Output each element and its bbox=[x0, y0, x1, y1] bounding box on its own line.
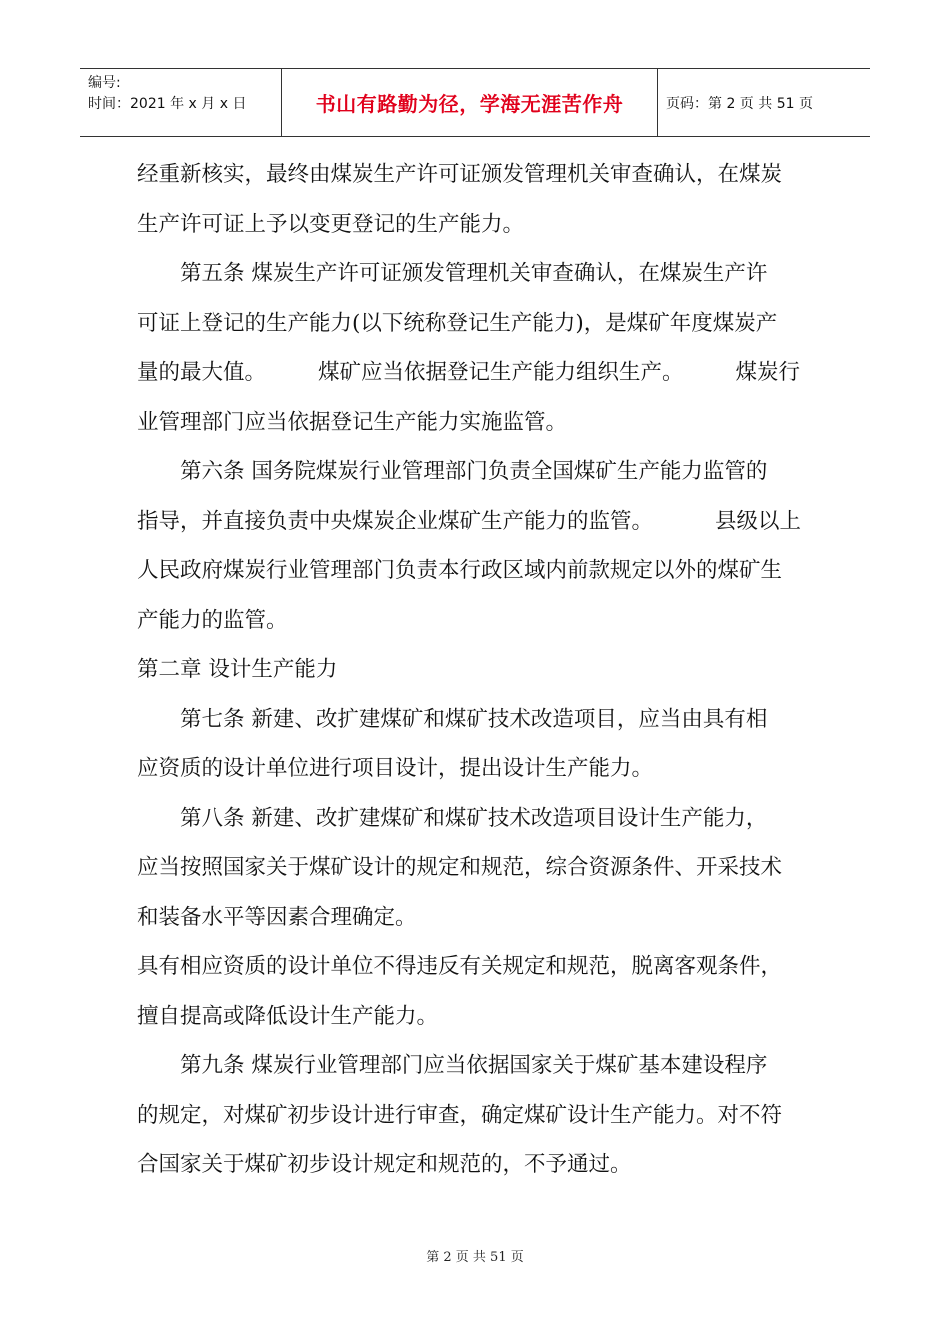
text-segment: 县级以上 bbox=[715, 508, 802, 534]
article-7-line: 第七条 新建、改扩建煤矿和煤矿技术改造项目，应当由具有相 bbox=[180, 706, 768, 732]
text-line: 经重新核实，最终由煤炭生产许可证颁发管理机关审查确认，在煤炭 bbox=[137, 162, 783, 187]
header-page-number: 页码：第 2 页 共 51 页 bbox=[666, 95, 813, 112]
document-time: 时间：2021 年 x 月 x 日 bbox=[88, 96, 247, 112]
article-8-line: 具有相应资质的设计单位不得违反有关规定和规范，脱离客观条件， bbox=[137, 954, 783, 979]
article-9-line: 合国家关于煤矿初步设计规定和规范的，不予通过。 bbox=[137, 1152, 632, 1177]
article-8-line: 擅自提高或降低设计生产能力。 bbox=[137, 1003, 439, 1029]
chapter-heading: 第二章 设计生产能力 bbox=[137, 657, 338, 682]
header-motto: 书山有路勤为径，学海无涯苦作舟 bbox=[282, 69, 658, 136]
page-footer: 第 2 页 共 51 页 bbox=[426, 1250, 524, 1265]
article-6-line: 人民政府煤炭行业管理部门负责本行政区域内前款规定以外的煤矿生 bbox=[137, 558, 783, 583]
document-number-label: 编号: bbox=[88, 75, 121, 91]
text-segment: 量的最大值。 bbox=[137, 360, 267, 385]
text-segment: 煤炭行 bbox=[735, 360, 801, 385]
header-meta bbox=[80, 69, 282, 136]
article-8-line: 应当按照国家关于煤矿设计的规定和规范，综合资源条件、开采技术 bbox=[137, 855, 783, 880]
page-header bbox=[80, 68, 870, 137]
article-6-line: 第六条 国务院煤炭行业管理部门负责全国煤矿生产能力监管的 bbox=[180, 459, 768, 484]
article-9-line: 第九条 煤炭行业管理部门应当依据国家关于煤矿基本建设程序 bbox=[180, 1053, 768, 1078]
text-segment: 指导，并直接负责中央煤炭企业煤矿生产能力的监管。 bbox=[137, 508, 654, 534]
article-5-line: 业管理部门应当依据登记生产能力实施监管。 bbox=[137, 409, 568, 435]
article-6-line: 产能力的监管。 bbox=[137, 607, 288, 633]
article-8-line: 第八条 新建、改扩建煤矿和煤矿技术改造项目设计生产能力， bbox=[180, 805, 768, 831]
article-5-line: 第五条 煤炭生产许可证颁发管理机关审查确认，在煤炭生产许 bbox=[180, 261, 768, 286]
article-5-line bbox=[137, 348, 815, 398]
article-8-line: 和装备水平等因素合理确定。 bbox=[137, 904, 417, 930]
text-line: 生产许可证上予以变更登记的生产能力。 bbox=[137, 211, 525, 237]
text-segment: 煤矿应当依据登记生产能力组织生产。 bbox=[318, 360, 684, 385]
article-6-line bbox=[137, 497, 815, 547]
article-9-line: 的规定，对煤矿初步设计进行审查，确定煤矿设计生产能力。对不符 bbox=[137, 1102, 783, 1128]
document-body bbox=[137, 150, 815, 1190]
article-5-line: 可证上登记的生产能力(以下统称登记生产能力)，是煤矿年度煤炭产 bbox=[137, 310, 778, 336]
article-7-line: 应资质的设计单位进行项目设计，提出设计生产能力。 bbox=[137, 756, 654, 781]
